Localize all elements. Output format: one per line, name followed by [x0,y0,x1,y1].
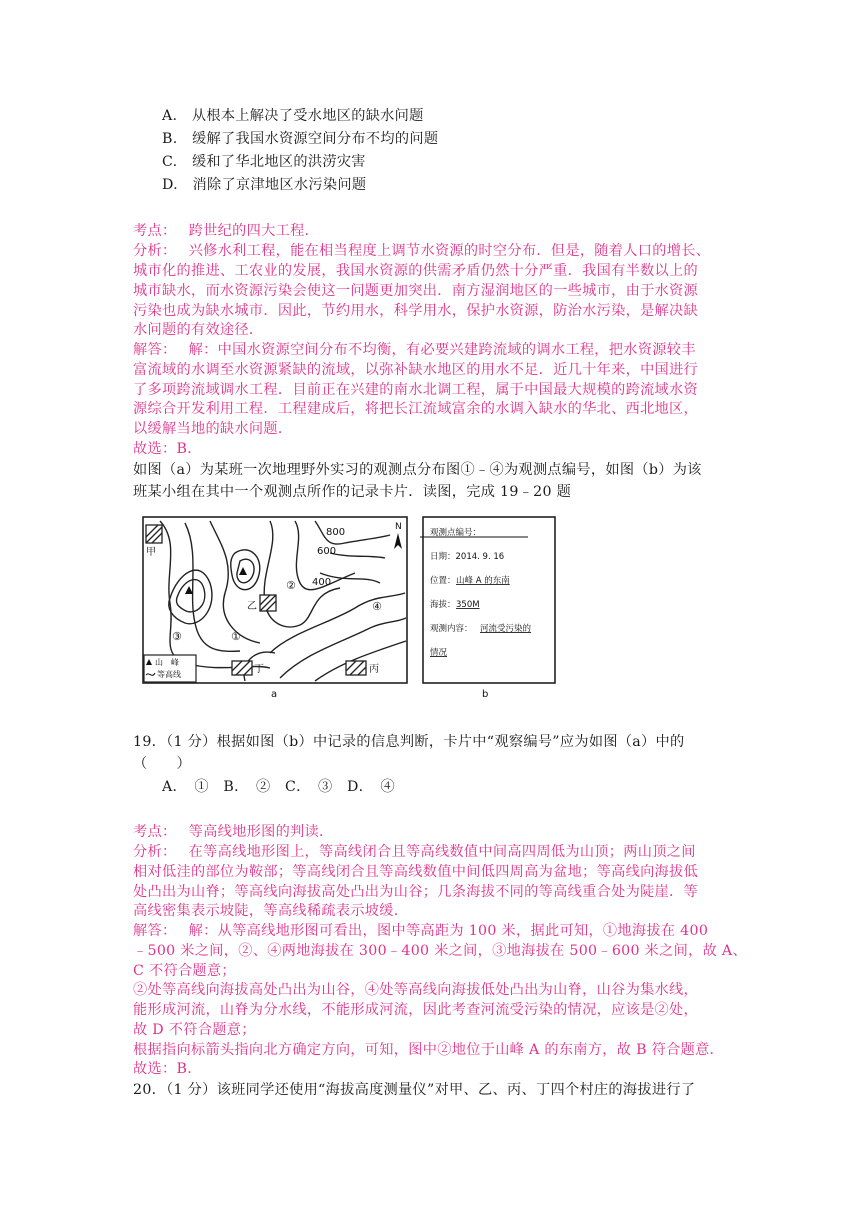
point-2-label: ② [286,579,296,592]
q19-options: A． ① B． ② C． ③ D． ④ [162,779,396,795]
contour-label-400: 400 [312,577,332,588]
legend-contour-label: 等高线 [157,670,181,679]
contour-line [231,550,260,590]
village-jia-label: 甲 [146,547,156,558]
answer-19: 故选：B． [133,1061,202,1077]
legend-peak-label: 山 峰 [155,658,179,667]
intro-line: 如图（a）为某班一次地理野外实习的观测点分布图①﹣④为观测点编号，如图（b）为该 [133,462,702,478]
fenxi-19-line: 处凸出为山脊；等高线向海拔高处凸出为山谷；几条海拔不同的等高线重合处为陡崖．等 [133,884,699,900]
contour-line [330,553,385,558]
village-ding-label: 丁 [254,664,264,675]
contour-line [237,559,254,583]
jieda-19-line: 解答： 解：从等高线地形图可看出，图中等高距为 100 米，据此可知，①地海拔在 400 [133,923,709,939]
jieda-19-line: ②处等高线向海拔高处凸出为山谷，④处等高线向海拔低处凸出为山脊，山谷为集水线， [133,982,699,998]
option-d: D. 消除了京津地区水污染问题 [162,177,367,193]
peak-triangle [239,567,247,575]
figure-a-contour-map [140,513,412,700]
figure-a-caption: a [271,689,278,700]
village-yi-label: 乙 [247,601,257,612]
contour-label-800: 800 [326,527,346,538]
q20-stem: 20．（1 分）该班同学还使用“海拔高度测量仪”对甲、乙、丙、丁四个村庄的海拔进行了 [133,1082,696,1098]
peak-triangle [185,586,193,594]
jieda-18-line: 解答： 解：中国水资源空间分布不均衡，有必要兴建跨流域的调水工程，把水资源较丰 [133,342,696,358]
q19-stem: 19．（1 分）根据如图（b）中记录的信息判断，卡片中“观察编号”应为如图（a）中的 [133,734,685,750]
q19-paren: （ ） [133,756,191,772]
north-arrow [394,533,402,549]
figure-b-caption: b [482,689,489,700]
jieda-18-line: 源综合开发利用工程．工程建成后，将把长江流域富余的水调入缺水的华北、西北地区， [133,401,699,417]
card-content-value: 河流受污染的 [480,624,532,634]
card-altitude-label: 海拔： [430,600,456,610]
card-content-label: 观测内容： [430,624,473,634]
card-content-value-2: 情况 [430,648,448,658]
card-field-id: 观测点编号： [430,528,482,538]
option-a: A. 从根本上解决了受水地区的缺水问题 [162,108,424,124]
fenxi-18-line: 分析： 兴修水利工程，能在相当程度上调节水资源的时空分布．但是，随着人口的增长、 [133,243,711,259]
kaodian-19: 考点： 等高线地形图的判读． [133,824,334,840]
card-position-value: 山峰 A 的东南 [456,576,510,586]
contour-line [160,521,270,668]
figure-b-record-card [420,513,560,700]
contour-line [210,521,260,643]
jieda-19-line: ﹣500 米之间，②、④两地海拔在 300﹣400 米之间，③地海拔在 500﹣600 米之间，故 A、 [133,943,747,959]
jieda-19-line: 根据指向标箭头指向北方确定方向，可知，图中②地位于山峰 A 的东南方，故 B 符合题意． [133,1042,725,1058]
village-bing-label: 丙 [369,664,379,675]
option-c: C. 缓和了华北地区的洪涝灾害 [162,154,366,170]
jieda-18-line: 了多项跨流域调水工程．目前正在兴建的南水北调工程，属于中国最大规模的跨流域水资 [133,382,699,398]
jieda-19-line: 能形成河流，山脊为分水线，不能形成河流，因此考查河流受污染的情况，应该是②处， [133,1002,699,1018]
fenxi-18-line: 水问题的有效途径． [133,322,264,338]
option-b: B. 缓解了我国水资源空间分布不均的问题 [162,131,439,147]
north-label: N [395,522,402,532]
card-date: 日期：2014. 9. 16 [430,552,505,562]
jieda-18-line: 富流域的水调至水资源紧缺的流域，以弥补缺水地区的用水不足．近几十年来，中国进行 [133,362,699,378]
fenxi-19-line: 高线密集表示坡陡，等高线稀疏表示坡缓． [133,903,409,919]
kaodian-18: 考点： 跨世纪的四大工程． [133,223,320,239]
fenxi-19-line: 相对低洼的部位为鞍部；等高线闭合且等高线数值中间低四周高为盆地；等高线向海拔低 [133,864,699,880]
fenxi-18-line: 城市缺水，而水资源污染会使这一问题更加突出．南方湿润地区的一些城市，由于水资源 [133,283,699,299]
jieda-19-line: C 不符合题意； [133,963,236,979]
point-1-label: ① [231,630,241,643]
jieda-18-line: 以缓解当地的缺水问题． [133,421,293,437]
fenxi-18-line: 城市化的推进、工农业的发展，我国水资源的供需矛盾仍然十分严重．我国有半数以上的 [133,263,699,279]
jieda-19-line: 故 D 不符合题意； [133,1022,256,1038]
point-3-label: ③ [172,630,182,643]
fenxi-19-line: 分析： 在等高线地形图上，等高线闭合且等高线数值中间高四周低为山顶；两山顶之间 [133,844,696,860]
contour-label-600: 600 [317,546,337,557]
contour-line [176,580,204,612]
answer-18: 故选：B． [133,441,202,457]
card-position-label: 位置： [430,576,456,586]
fenxi-18-line: 污染也成为缺水城市．因此，节约用水，科学用水，保护水资源，防治水污染，是解决缺 [133,303,699,319]
point-4-label: ④ [372,600,382,613]
intro-line: 班某小组在其中一个观测点所作的记录卡片．读图，完成 19﹣20 题 [133,484,572,500]
card-altitude-value: 350M [456,600,480,610]
